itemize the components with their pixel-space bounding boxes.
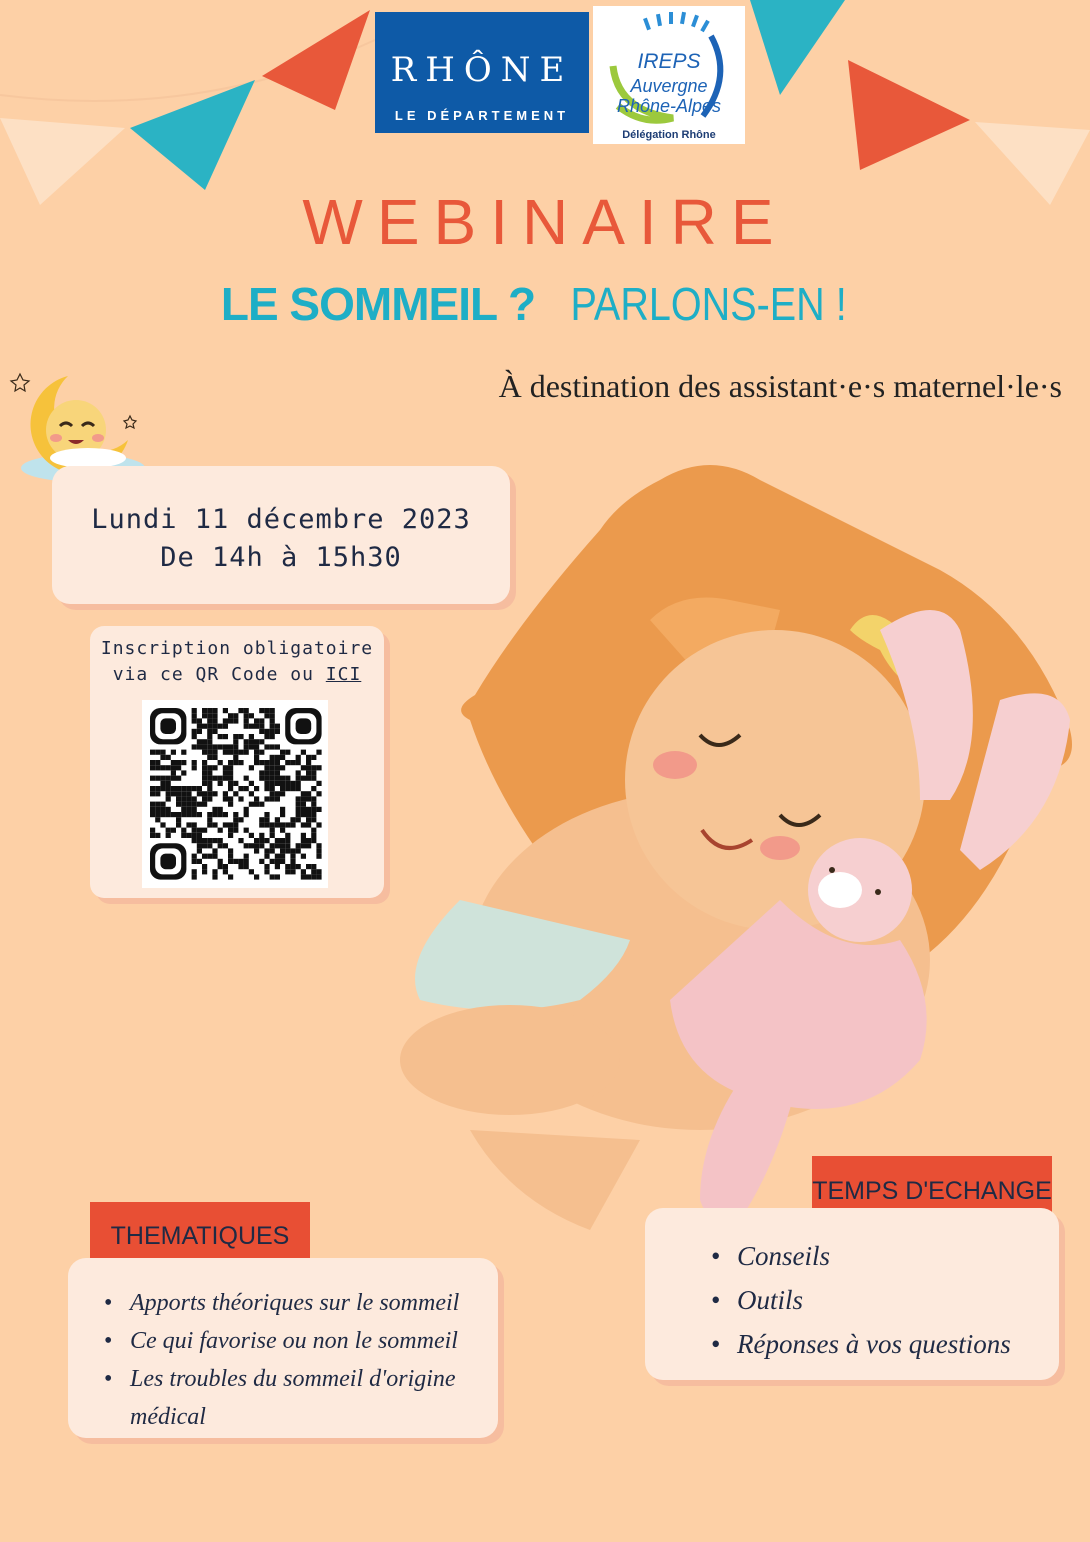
themes-list (102, 1284, 498, 1436)
registration-prefix: via ce QR Code ou (112, 664, 314, 685)
ireps-logo-name: IREPS (637, 50, 701, 73)
registration-link[interactable]: ICI (325, 664, 362, 685)
themes-label: THEMATIQUES (90, 1202, 310, 1270)
list-item: • Apports théoriques sur le sommeil (102, 1284, 498, 1322)
qr-code[interactable] (142, 700, 328, 888)
ireps-logo (593, 6, 745, 144)
list-item: • Les troubles du sommeil d'origine médical (102, 1360, 498, 1436)
event-date-card (52, 466, 510, 604)
ireps-logo-region1: Auvergne (630, 76, 708, 96)
ireps-logo-delegation: Délégation Rhône (622, 129, 716, 141)
registration-instructions (90, 664, 384, 685)
subtitle-bold: LE SOMMEIL ? (220, 278, 536, 330)
qr-code-pattern (142, 700, 328, 888)
event-date: Lundi 11 décembre 2023 (91, 504, 471, 535)
exchange-label: TEMPS D'ECHANGE (812, 1156, 1052, 1226)
themes-card (68, 1258, 498, 1438)
ireps-logo-region2: Rhône-Alpes (616, 96, 722, 116)
list-item: • Réponses à vos questions (709, 1322, 1011, 1366)
ireps-swoosh-icon (593, 6, 745, 144)
event-time: De 14h à 15h30 (160, 542, 402, 573)
rhone-logo-name: RHÔNE (390, 50, 574, 90)
registration-title: Inscription obligatoire (100, 638, 374, 659)
audience-text: À destination des assistant·e·s maternel·le·s (498, 368, 1062, 404)
list-item: • Ce qui favorise ou non le sommeil (102, 1322, 498, 1360)
page-title: WEBINAIRE (302, 186, 788, 258)
exchange-list (709, 1234, 1011, 1366)
spacer (616, 10, 716, 11)
list-item: • Outils (709, 1278, 1011, 1322)
subtitle-light: PARLONS-EN ! (570, 278, 847, 330)
exchange-card (645, 1208, 1059, 1380)
list-item: • Conseils (709, 1234, 1011, 1278)
rhone-logo (375, 12, 589, 133)
rhone-logo-subtitle: LE DÉPARTEMENT (394, 108, 570, 123)
page-subtitle (0, 276, 1090, 332)
registration-card (90, 626, 384, 898)
